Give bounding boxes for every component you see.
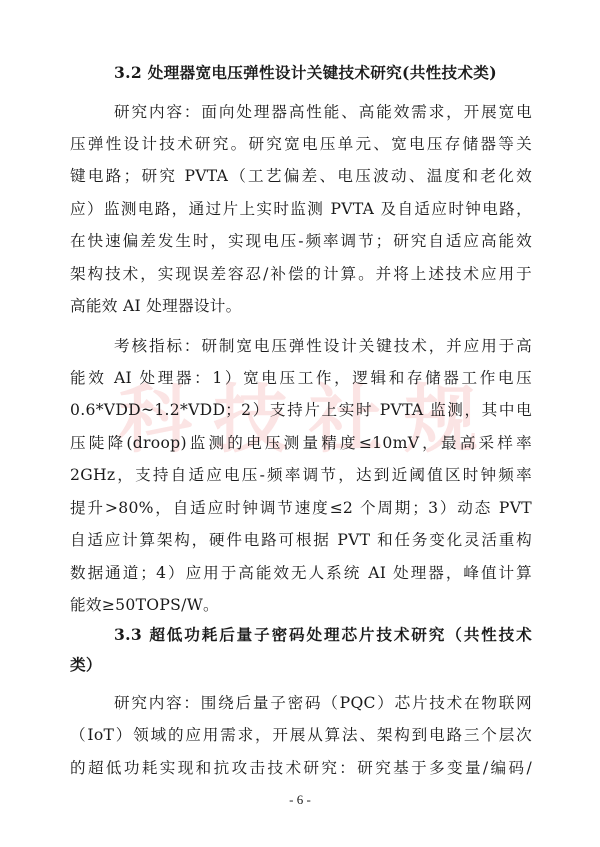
paragraph-line: 0.6*VDD~1.2*VDD；2）支持片上实时 PVTA 监测，其中电 bbox=[70, 401, 532, 419]
paragraph-line: 压陡降(droop)监测的电压测量精度≤10mV，最高采样率 bbox=[70, 434, 532, 452]
paragraph-line: 2GHz，支持自适应电压-频率调节，达到近阈值区时钟频率 bbox=[70, 466, 532, 484]
paragraph-line: 压弹性设计技术研究。研究宽电压单元、宽电压存储器等关 bbox=[70, 135, 532, 153]
watermark-char: 社 bbox=[308, 377, 383, 463]
paragraph-line: 能效≥50TOPS/W。 bbox=[70, 596, 219, 614]
paragraph-line: 架构技术，实现误差容忍/补偿的计算。并将上述技术应用于 bbox=[70, 265, 532, 283]
paragraph-line: 研究内容：面向处理器高性能、高能效需求，开展宽电 bbox=[114, 103, 532, 121]
paragraph-line: 考核指标：研制宽电压弹性设计关键技术，并应用于高 bbox=[114, 337, 532, 355]
watermark-char: 技 bbox=[213, 377, 288, 463]
section-heading-3-3-continued: 类） bbox=[70, 655, 102, 674]
section-heading-3-3: 3.3 超低功耗后量子密码处理芯片技术研究（共性技术 bbox=[114, 625, 532, 644]
watermark-char: 规 bbox=[403, 377, 478, 463]
section-heading-3-2: 3.2 处理器宽电压弹性设计关键技术研究(共性技术类) bbox=[114, 63, 497, 82]
paragraph-line: 能效 AI 处理器：1）宽电压工作，逻辑和存储器工作电压 bbox=[70, 369, 532, 387]
page-number: - 6 - bbox=[289, 792, 311, 807]
paragraph-line: 自适应计算架构，硬件电路可根据 PVT 和任务变化灵活重构 bbox=[70, 531, 532, 549]
paragraph-line: （IoT）领域的应用需求，开展从算法、架构到电路三个层次 bbox=[70, 726, 532, 744]
paragraph-line: 键电路；研究 PVTA（工艺偏差、电压波动、温度和老化效 bbox=[70, 167, 532, 185]
paragraph-line: 的超低功耗实现和抗攻击技术研究：研究基于多变量/编码/ bbox=[70, 759, 532, 777]
paragraph-line: 应）监测电路，通过片上实时监测 PVTA 及自适应时钟电路， bbox=[70, 200, 532, 218]
paragraph-line: 在快速偏差发生时，实现电压-频率调节；研究自适应高能效 bbox=[70, 232, 532, 250]
watermark-char: 科 bbox=[118, 377, 192, 463]
paragraph-line: 数据通道；4）应用于高能效无人系统 AI 处理器，峰值计算 bbox=[70, 564, 532, 582]
paragraph-line: 高能效 AI 处理器设计。 bbox=[70, 297, 242, 315]
paragraph-line: 提升>80%，自适应时钟调节速度≤2 个周期；3）动态 PVT bbox=[70, 499, 532, 517]
paragraph-line: 研究内容：围绕后量子密码（PQC）芯片技术在物联网 bbox=[114, 694, 532, 712]
